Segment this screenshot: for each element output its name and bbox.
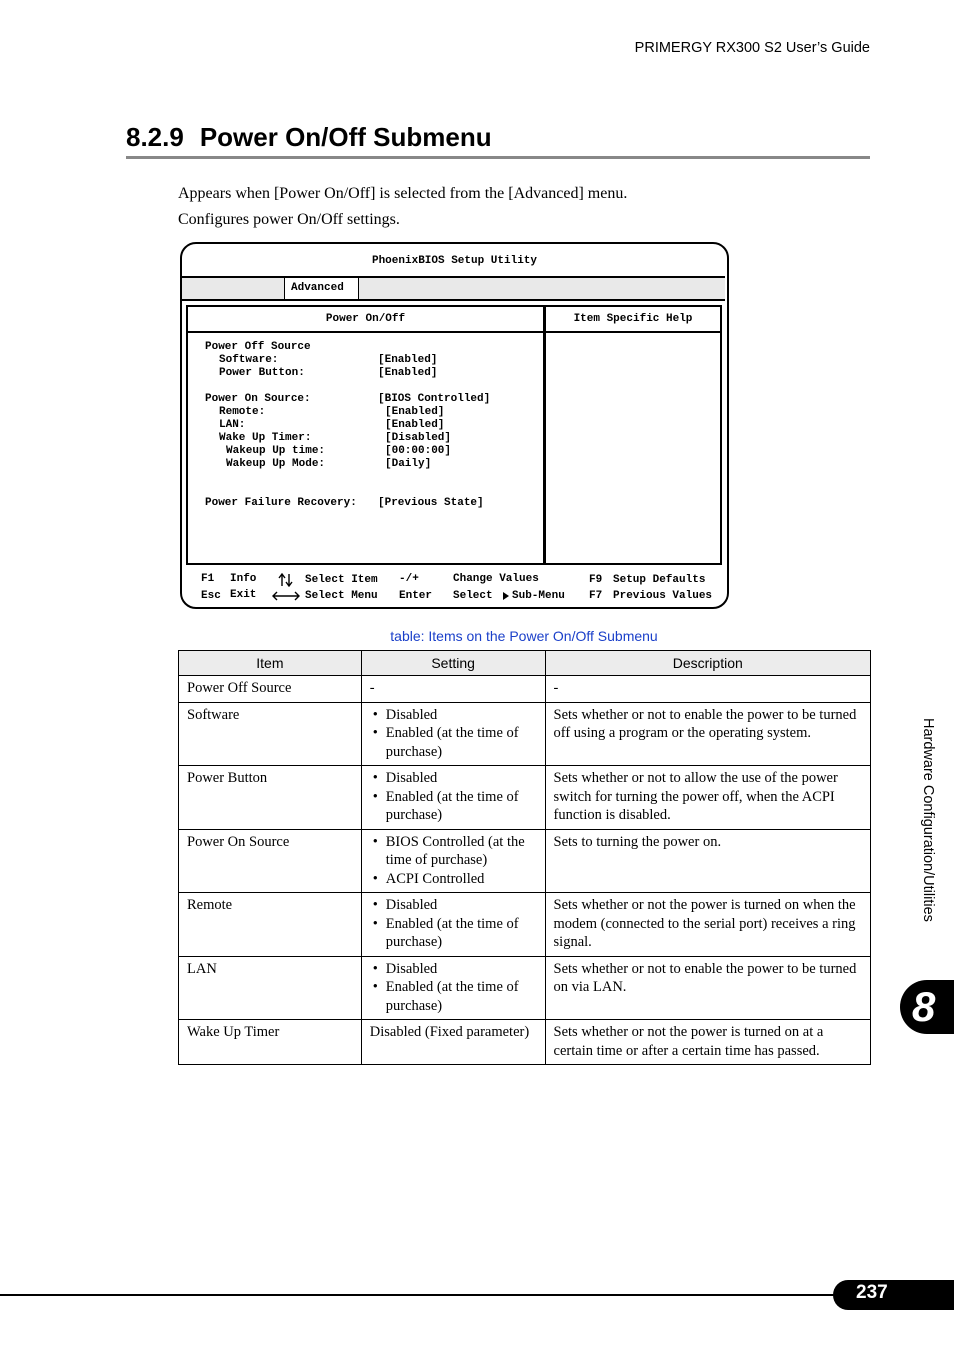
bios-key-enter: Enter — [399, 590, 433, 602]
setting-option: • Disabled — [386, 706, 537, 725]
setting-option: • BIOS Controlled (at the time of purchase) — [386, 833, 537, 870]
bios-tab-label: Advanced — [291, 282, 344, 294]
intro-line-2: Configures power On/Off settings. — [178, 211, 400, 228]
bios-tab-advanced[interactable] — [284, 278, 359, 299]
bios-key-f1: F1 — [201, 573, 215, 585]
bios-key-plus-minus: -/+ — [399, 573, 419, 585]
setting-list — [370, 833, 537, 889]
bios-remote-value[interactable]: [Enabled] — [385, 406, 445, 418]
table-row — [179, 702, 871, 766]
bios-menu-bar — [182, 276, 725, 301]
item-cell: Wake Up Timer — [179, 1020, 362, 1065]
bios-wakeup-mode-label: Wakeup Up Mode: — [226, 458, 326, 470]
setting-option: • Enabled (at the time of purchase) — [386, 788, 537, 825]
setting-cell — [361, 956, 545, 1020]
bios-key-setup-defaults: Setup Defaults — [613, 574, 706, 586]
bios-settings-panel — [186, 305, 545, 565]
setting-cell — [361, 829, 545, 893]
page-number: 237 — [856, 1282, 888, 1303]
column-header-item: Item — [179, 651, 362, 676]
bios-key-f9: F9 — [589, 574, 603, 586]
setting-list — [370, 769, 537, 825]
running-header: PRIMERGY RX300 S2 User’s Guide — [634, 40, 870, 56]
up-down-arrows-icon — [278, 573, 294, 587]
item-cell: Power Off Source — [179, 676, 362, 703]
bios-wakeup-time-label: Wakeup Up time: — [226, 445, 326, 457]
bios-power-button-value[interactable]: [Enabled] — [378, 367, 438, 379]
bios-settings-header — [188, 307, 543, 333]
table-caption: table: Items on the Power On/Off Submenu — [390, 628, 658, 644]
setting-cell — [361, 893, 545, 957]
column-header-setting: Setting — [361, 651, 545, 676]
bios-key-select-menu: Select Menu — [305, 590, 378, 602]
intro-line-1: Appears when [Power On/Off] is selected from the [Advanced] menu. — [178, 185, 628, 202]
setting-list — [370, 896, 537, 952]
setting-option: • Enabled (at the time of purchase) — [386, 915, 537, 952]
bios-power-on-source-value[interactable]: [BIOS Controlled] — [378, 393, 491, 405]
setting-option: Disabled (Fixed parameter) — [369, 1024, 530, 1040]
setting-option: • Enabled (at the time of purchase) — [386, 978, 537, 1015]
table-row — [179, 956, 871, 1020]
bios-key-exit: Exit — [230, 589, 257, 601]
table-body — [179, 676, 871, 1065]
bios-software-value[interactable]: [Enabled] — [378, 354, 438, 366]
section-heading — [126, 122, 870, 159]
description-cell: Sets to turning the power on. — [545, 829, 870, 893]
description-cell: Sets whether or not to allow the use of the power switch for turning the power off, when the ACPI function is disabled. — [545, 766, 870, 830]
items-table — [178, 650, 871, 1065]
item-cell: LAN — [179, 956, 362, 1020]
bios-failure-recovery-label: Power Failure Recovery: — [205, 497, 357, 509]
section-title: Power On/Off Submenu — [199, 122, 492, 152]
section-number: 8.2.9 — [126, 122, 184, 152]
bios-software-label: Software: — [219, 354, 279, 366]
bios-key-info: Info — [230, 573, 257, 585]
description-cell: Sets whether or not the power is turned on at a certain time or after a certain time has passed. — [545, 1020, 870, 1065]
bios-key-select-item: Select Item — [305, 574, 378, 586]
setting-cell — [361, 766, 545, 830]
page-number-box — [833, 1280, 954, 1310]
left-right-arrows-icon — [272, 591, 300, 601]
setting-option: • ACPI Controlled — [386, 870, 537, 889]
table-row — [179, 676, 871, 703]
item-cell: Software — [179, 702, 362, 766]
bios-title: PhoenixBIOS Setup Utility — [371, 255, 538, 267]
description-cell: Sets whether or not to enable the power to be turned on via LAN. — [545, 956, 870, 1020]
bios-key-previous-values: Previous Values — [613, 590, 713, 602]
description-cell: - — [545, 676, 870, 703]
bios-key-f7: F7 — [589, 590, 603, 602]
bios-settings-title: Power On/Off — [325, 313, 406, 325]
description-cell: Sets whether or not to enable the power to be turned off using a program or the operating system. — [545, 702, 870, 766]
bios-help-panel — [544, 305, 722, 565]
bios-wake-timer-label: Wake Up Timer: — [219, 432, 312, 444]
bios-remote-label: Remote: — [219, 406, 266, 418]
setting-cell — [361, 676, 545, 703]
item-cell: Power Button — [179, 766, 362, 830]
bios-failure-recovery-value[interactable]: [Previous State] — [378, 497, 484, 509]
setting-cell — [361, 702, 545, 766]
description-cell: Sets whether or not the power is turned on when the modem (connected to the serial port) receives a ring signal. — [545, 893, 870, 957]
item-cell: Power On Source — [179, 829, 362, 893]
bios-wakeup-time-value[interactable]: [00:00:00] — [385, 445, 452, 457]
setting-cell — [361, 1020, 545, 1065]
table-row — [179, 1020, 871, 1065]
item-cell: Remote — [179, 893, 362, 957]
table-row — [179, 829, 871, 893]
bios-help-header — [546, 307, 720, 333]
bios-key-change-values: Change Values — [453, 573, 539, 585]
bios-screen — [180, 242, 729, 609]
bios-wakeup-mode-value[interactable]: [Daily] — [385, 458, 432, 470]
bios-key-sub-menu: Sub-Menu — [512, 590, 565, 602]
setting-option: • Disabled — [386, 960, 537, 979]
chapter-tab — [900, 980, 954, 1034]
table-row — [179, 893, 871, 957]
footer-rule — [0, 1294, 835, 1296]
setting-option: • Disabled — [386, 769, 537, 788]
setting-option: • Disabled — [386, 896, 537, 915]
bios-lan-value[interactable]: [Enabled] — [385, 419, 445, 431]
bios-power-off-source: Power Off Source — [205, 341, 311, 353]
bios-key-esc: Esc — [201, 590, 221, 602]
table-row — [179, 766, 871, 830]
table-header-row — [179, 651, 871, 676]
setting-option: • Enabled (at the time of purchase) — [386, 724, 537, 761]
bios-power-on-source-label: Power On Source: — [205, 393, 311, 405]
setting-option: - — [369, 680, 375, 696]
setting-list — [370, 706, 537, 762]
bios-wake-timer-value[interactable]: [Disabled] — [385, 432, 452, 444]
bios-lan-label: LAN: — [219, 419, 246, 431]
bios-help-title: Item Specific Help — [573, 313, 693, 325]
chapter-side-label: Hardware Configuration/Utilities — [920, 718, 936, 922]
chapter-number: 8 — [912, 983, 936, 1030]
bios-key-select: Select — [453, 590, 493, 602]
triangle-right-icon — [502, 591, 510, 601]
column-header-description: Description — [545, 651, 870, 676]
bios-power-button-label: Power Button: — [219, 367, 305, 379]
setting-list — [370, 960, 537, 1016]
